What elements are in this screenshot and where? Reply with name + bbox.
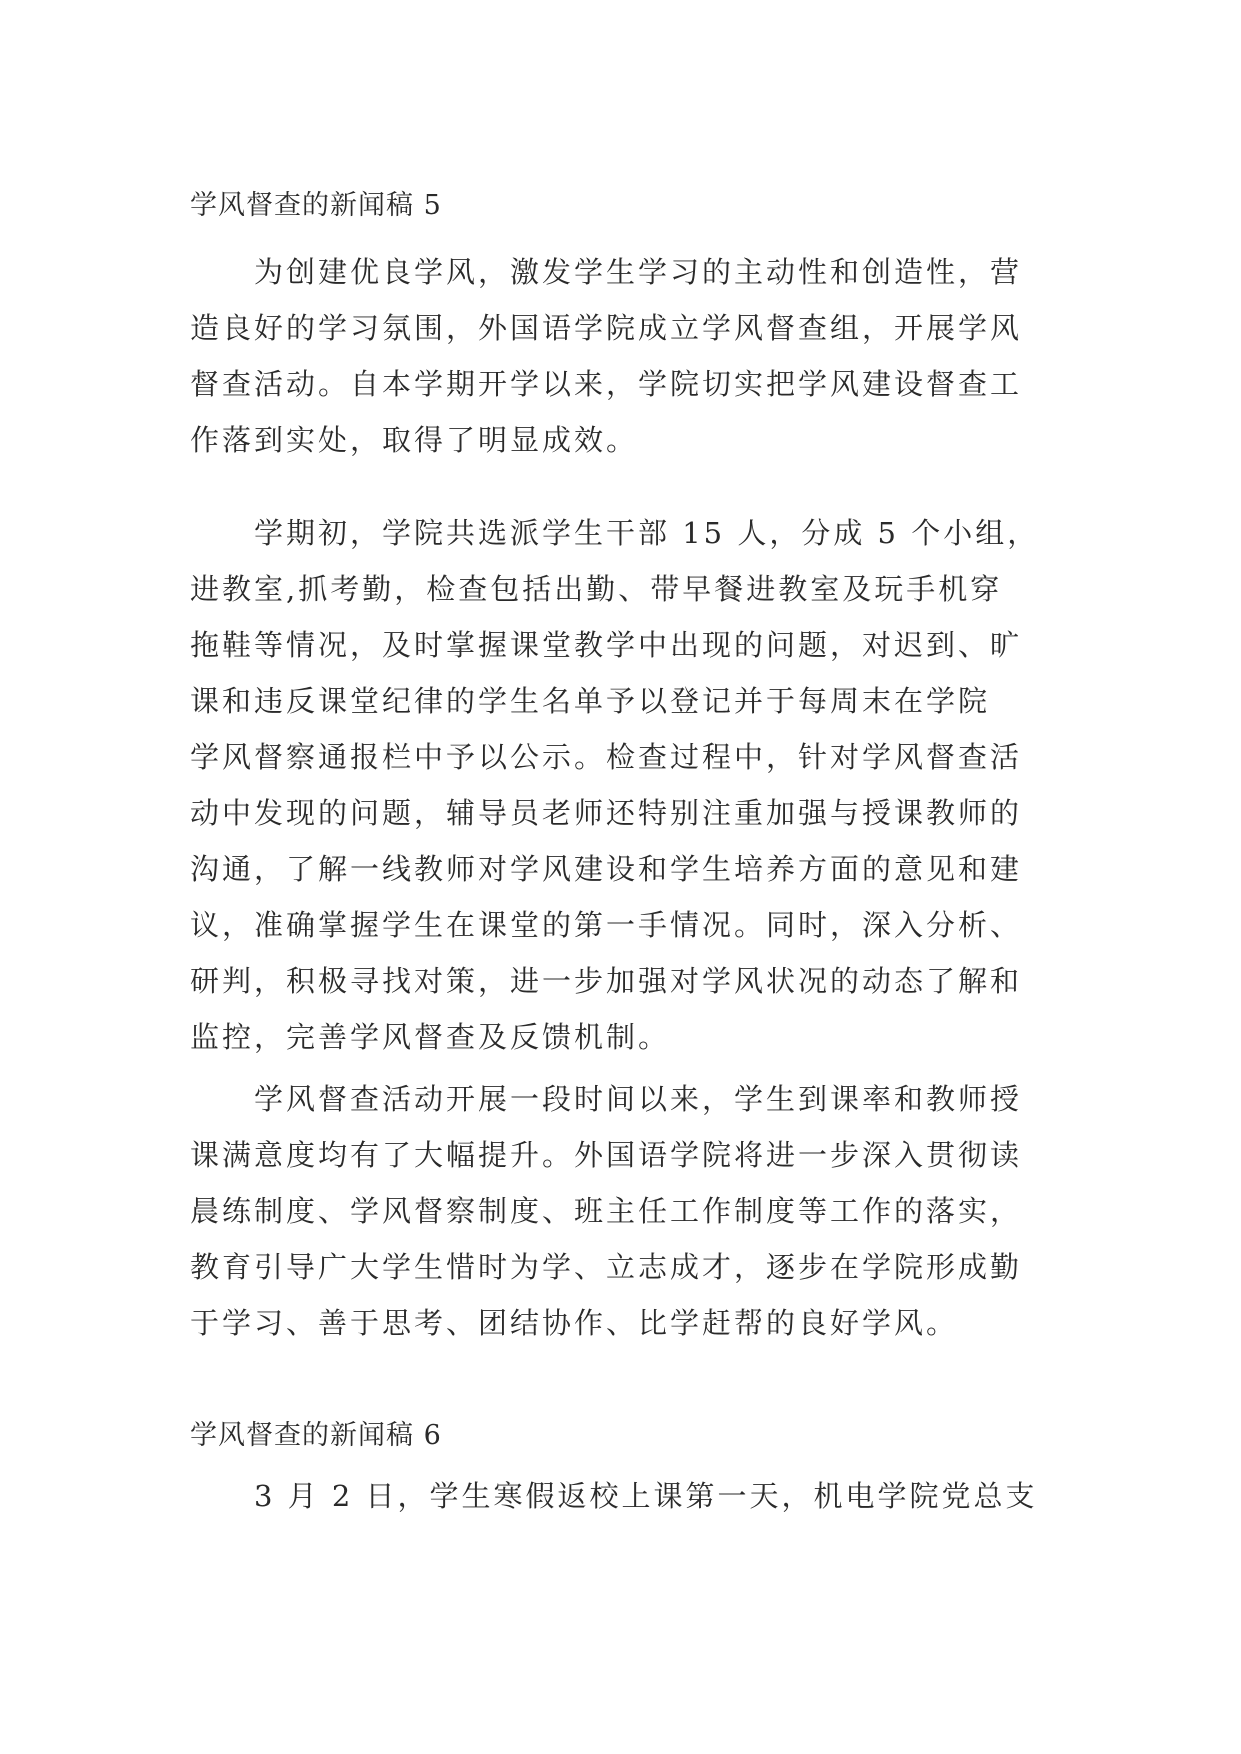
section-5-paragraph-3-line-4: 教育引导广大学生惜时为学、立志成才，逐步在学院形成勤 — [190, 1250, 1023, 1284]
section-5-paragraph-1-line-1: 为创建优良学风，激发学生学习的主动性和创造性，营 — [254, 255, 1023, 289]
section-5-paragraph-1-line-4: 作落到实处，取得了明显成效。 — [190, 423, 639, 457]
section-5-paragraph-2-line-4: 课和违反课堂纪律的学生名单予以登记并于每周末在学院 — [190, 684, 991, 718]
section-5-paragraph-2-line-8: 议，准确掌握学生在课堂的第一手情况。同时，深入分析、 — [190, 908, 1023, 942]
section-5-paragraph-3-line-1: 学风督查活动开展一段时间以来，学生到课率和教师授 — [254, 1082, 1023, 1116]
section-6-title: 学风督查的新闻稿 6 — [190, 1420, 442, 1451]
section-5-paragraph-2-line-10: 监控，完善学风督查及反馈机制。 — [190, 1020, 671, 1054]
section-5-paragraph-2-line-9: 研判，积极寻找对策，进一步加强对学风状况的动态了解和 — [190, 964, 1023, 998]
section-5-title: 学风督查的新闻稿 5 — [190, 190, 442, 221]
section-5-paragraph-1-line-3: 督查活动。自本学期开学以来，学院切实把学风建设督查工 — [190, 367, 1023, 401]
section-5-paragraph-3-line-2: 课满意度均有了大幅提升。外国语学院将进一步深入贯彻读 — [190, 1138, 1023, 1172]
section-6-paragraph-1-line-1: 3 月 2 日，学生寒假返校上课第一天，机电学院党总支 — [254, 1479, 1038, 1513]
section-5-paragraph-2-line-5: 学风督察通报栏中予以公示。检查过程中，针对学风督查活 — [190, 740, 1023, 774]
section-5-paragraph-1-line-2: 造良好的学习氛围，外国语学院成立学风督查组，开展学风 — [190, 311, 1023, 345]
section-5-paragraph-2-line-1: 学期初，学院共选派学生干部 15 人，分成 5 个小组， — [254, 516, 1040, 550]
section-5-paragraph-3-line-3: 晨练制度、学风督察制度、班主任工作制度等工作的落实， — [190, 1194, 1023, 1228]
section-5-paragraph-2-line-3: 拖鞋等情况，及时掌握课堂教学中出现的问题，对迟到、旷 — [190, 628, 1023, 662]
section-5-paragraph-2-line-7: 沟通，了解一线教师对学风建设和学生培养方面的意见和建 — [190, 852, 1023, 886]
section-5-paragraph-2-line-2: 进教室,抓考勤，检查包括出勤、带早餐进教室及玩手机穿 — [190, 572, 1003, 606]
section-5-paragraph-2-line-6: 动中发现的问题，辅导员老师还特别注重加强与授课教师的 — [190, 796, 1023, 830]
section-5-paragraph-3-line-5: 于学习、善于思考、团结协作、比学赶帮的良好学风。 — [190, 1306, 959, 1340]
